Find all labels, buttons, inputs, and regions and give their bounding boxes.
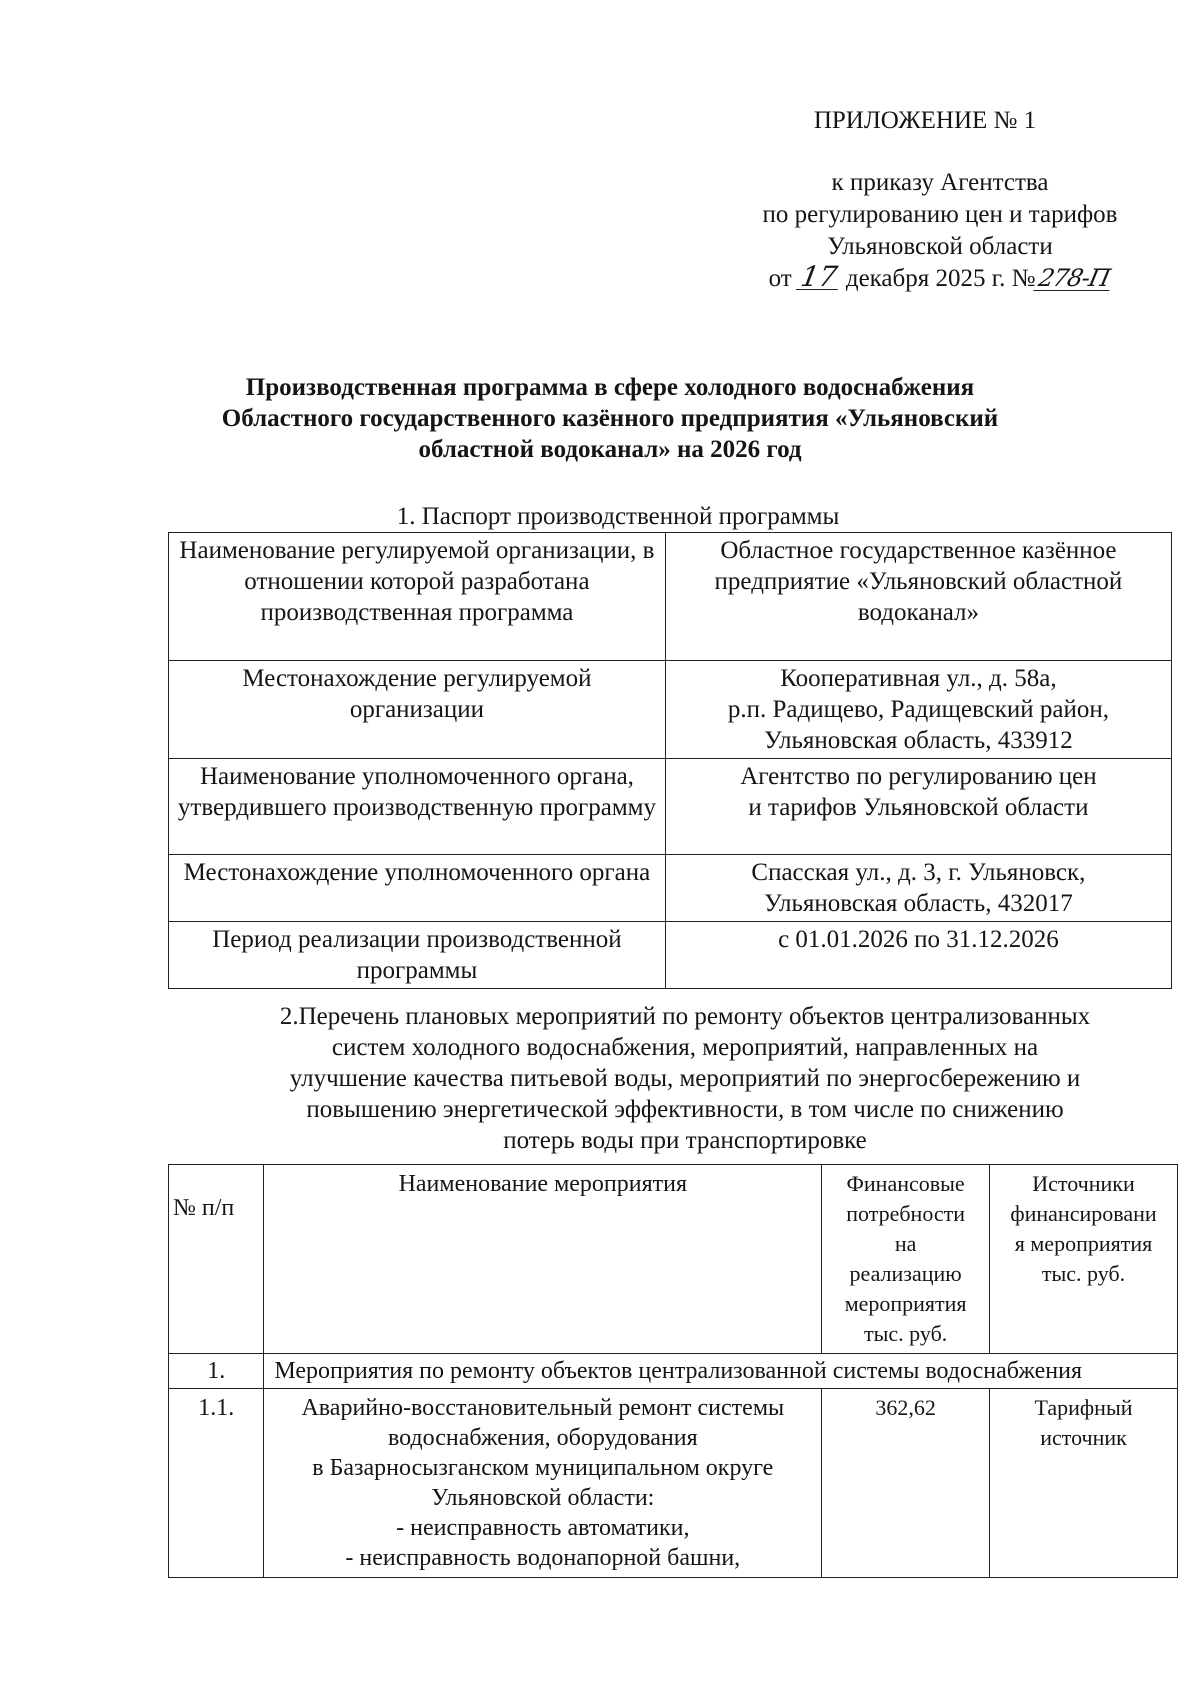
- measures-item-row: [169, 1389, 1178, 1578]
- appendix-line-2: по регулированию цен и тарифов: [762, 201, 1118, 228]
- header-num: № п/п: [169, 1165, 264, 1354]
- order-date-line: [690, 260, 1190, 295]
- title-line-3: областной водоканал» на 2026 год: [418, 436, 802, 463]
- date-rest: декабря 2025 г. №: [845, 265, 1036, 292]
- section1-title: 1. Паспорт производственной программы: [396, 503, 840, 530]
- passport-row: [169, 533, 1172, 661]
- passport-label: Наименование уполномоченного органа, утвердившего производственную программу: [169, 759, 666, 855]
- appendix-line-1: к приказу Агентства: [831, 169, 1049, 196]
- appendix-line-3: Ульяновской области: [827, 233, 1053, 260]
- measures-section-row: [169, 1354, 1178, 1389]
- section-name: Мероприятия по ремонту объектов централизованной системы водоснабжения: [264, 1354, 1178, 1389]
- date-prefix: от: [768, 265, 792, 292]
- title-line-1: Производственная программа в сфере холодного водоснабжения: [245, 374, 975, 401]
- passport-row: [169, 661, 1172, 759]
- passport-label: Местонахождение уполномоченного органа: [169, 855, 666, 922]
- header-funding-sources: Источники финансировани я мероприятия тыс. руб.: [990, 1165, 1178, 1354]
- header-financial-needs: Финансовые потребности на реализацию мероприятия тыс. руб.: [822, 1165, 990, 1354]
- passport-value: Областное государственное казённое предприятие «Ульяновский областной водоканал»: [665, 533, 1171, 661]
- passport-label: Местонахождение регулируемой организации: [169, 661, 666, 759]
- document-title: [160, 372, 1060, 465]
- handwritten-order-number: 278-П: [1033, 266, 1114, 291]
- passport-value: Агентство по регулированию цен и тарифов Ульяновской области: [665, 759, 1171, 855]
- passport-row: [169, 855, 1172, 922]
- section2-title: 2.Перечень плановых мероприятий по ремонту объектов централизованных систем холодного водоснабжения, мероприятий, направленных на улучшение качества питьевой воды, мероприятий по энергосбережению и повышению энергетической эффективности, в том числе по снижению потерь воды при транспортировке: [279, 1003, 1091, 1154]
- passport-row: [169, 759, 1172, 855]
- item-amount: 362,62: [822, 1389, 990, 1578]
- passport-value: Спасская ул., д. 3, г. Ульяновск, Ульяновская область, 432017: [665, 855, 1171, 922]
- passport-label: Наименование регулируемой организации, в отношении которой разработана производственная программа: [169, 533, 666, 661]
- measures-header-row: [169, 1165, 1178, 1354]
- passport-label: Период реализации производственной программы: [169, 922, 666, 989]
- passport-value: с 01.01.2026 по 31.12.2026: [665, 922, 1171, 989]
- appendix-title: ПРИЛОЖЕНИЕ № 1: [813, 107, 1037, 134]
- measures-table: [168, 1164, 1178, 1578]
- passport-table: [168, 532, 1172, 989]
- item-name: Аварийно-восстановительный ремонт системы водоснабжения, оборудования в Базарносызганском муниципальном округе Ульяновской области: - неисправность автоматики, - неисправность водонапорной башни,: [264, 1389, 822, 1578]
- header-name: Наименование мероприятия: [264, 1165, 822, 1354]
- handwritten-day: 17: [796, 265, 842, 290]
- item-source: Тарифный источник: [990, 1389, 1178, 1578]
- passport-value: Кооперативная ул., д. 58а, р.п. Радищево, Радищевский район, Ульяновская область, 433912: [665, 661, 1171, 759]
- passport-row: [169, 922, 1172, 989]
- title-line-2: Областного государственного казённого предприятия «Ульяновский: [221, 405, 999, 432]
- section-num: 1.: [169, 1354, 264, 1389]
- appendix-header: [690, 105, 1190, 295]
- item-num: 1.1.: [169, 1389, 264, 1578]
